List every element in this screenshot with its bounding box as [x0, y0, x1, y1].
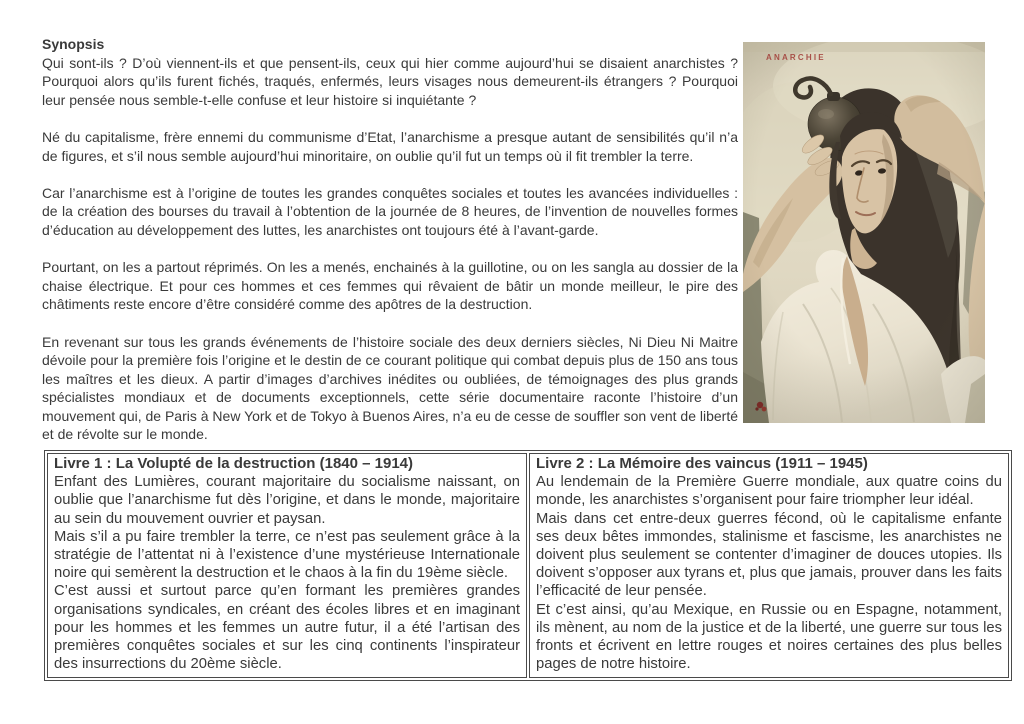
synopsis-paragraph-3: Car l’anarchisme est à l’origine de toutes les grandes conquêtes sociales et toutes les avancées individuelles : de la création des bourses du travail à l’obtention de la journée de 8 heures, de l’invention de nouvelles formes d’éducation au développement des luttes, les anarchistes ont toujours été à l’avant-garde.	[42, 184, 738, 238]
synopsis-paragraph-5: En revenant sur tous les grands événements de l’histoire sociale des deux derniers siècles, Ni Dieu Ni Maitre dévoile pour la première fois l’origine et le destin de ce courant politique qui combat depuis plus de 150 ans tous les maîtres et les dieux. A partir d’images d’archives inédites ou oubliées, de témoignages des plus grands spécialistes mondiaux et de documents exceptionnels, cette série documentaire raconte l’histoire d’un mouvement qui, de Paris à New York et de Tokyo à Buenos Aires, n’a eu de cesse de souffler son vent de liberté et de révolte sur le monde.	[42, 333, 739, 443]
synopsis-section	[42, 35, 738, 444]
livre1-paragraph-3: C’est aussi et surtout parce qu’en formant les premières grandes organisations syndicales, en créant des écoles libres et en imaginant pour les hommes et les femmes un autre futur, il a été l’artisan des premières conquêtes sociales et sur les cinq continents l’inspirateur des insurrections du 20ème siècle.	[54, 583, 520, 673]
livre2-paragraph-3: Et c’est ainsi, qu’au Mexique, en Russie ou en Espagne, notamment, ils mènent, au nom de la justice et de la liberté, une guerre sur tous les fronts et écrivent en lettre rouges et noires certaines des plus belles pages de notre histoire.	[536, 601, 1002, 673]
synopsis-paragraph-1: Qui sont-ils ? D’où viennent-ils et que pensent-ils, ceux qui hier comme aujourd’hui se disaient anarchistes ? Pourquoi alors qu’ils furent fichés, traqués, enfermés, leurs visages nous demeurent-ils étrangers ? Pourquoi leur pensée nous semble-t-elle confuse et leur histoire si inquiétante ?	[42, 54, 738, 108]
books-table-row	[47, 453, 1009, 678]
livre2-title: Livre 2 : La Mémoire des vaincus (1911 – 1945)	[536, 455, 868, 472]
livre2-paragraph-2: Mais dans cet entre-deux guerres fécond, où le capitalisme enfante ses deux bêtes immondes, stalinisme et fascisme, les anarchistes ne doivent plus seulement se contenter d’imaginer de douces utopies. Ils doivent s’opposer aux tyrans et, plus que jamais, prouver dans les faits l’efficacité de leur pensée.	[536, 510, 1002, 600]
livre2-cell	[529, 453, 1009, 678]
synopsis-paragraph-2: Né du capitalisme, frère ennemi du communisme d’Etat, l’anarchisme a presque autant de sensibilités qu’il n’a de figures, et s’il nous semble aujourd’hui minoritaire, on oublie qu’il fut un temps où il fit trembler la terre.	[42, 128, 738, 164]
synopsis-heading: Synopsis	[42, 36, 105, 52]
postcard-illustration	[743, 42, 985, 423]
livre2-paragraph-1: Au lendemain de la Première Guerre mondiale, aux quatre coins du monde, les anarchistes s’organisent pour faire triompher leur idéal.	[536, 474, 1002, 509]
books-table	[44, 450, 1012, 681]
anarchie-postcard-photo	[743, 42, 985, 423]
livre1-paragraph-2: Mais s’il a pu faire trembler la terre, ce n’est pas seulement grâce à la stratégie de l’attentat ni à l’existence d’une mystérieuse Internationale noire qui semèrent la destruction et le chaos à la fin du 19ème siècle.	[54, 528, 520, 582]
livre1-cell	[47, 453, 527, 678]
livre1-title: Livre 1 : La Volupté de la destruction (1840 – 1914)	[54, 455, 414, 472]
postcard-caption-text: ANARCHIE	[766, 53, 826, 62]
livre1-paragraph-1: Enfant des Lumières, courant majoritaire du socialisme naissant, on oublie que l’anarchisme fut dès l’origine, et dans le monde, majoritaire au sein du mouvement ouvrier et paysan.	[54, 474, 520, 527]
synopsis-paragraph-4: Pourtant, on les a partout réprimés. On les a menés, enchainés à la guillotine, ou on les sangla au dossier de la chaise électrique. Et pour ces hommes et ces femmes qui rêvaient de bâtir un monde meilleur, le pire des châtiments reste encore d’être considéré comme des apôtres de la destruction.	[42, 259, 738, 313]
